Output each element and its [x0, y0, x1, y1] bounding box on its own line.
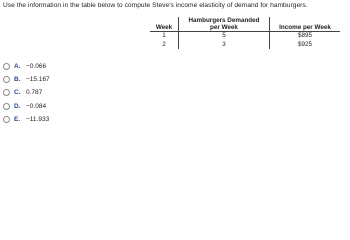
option-value: 0.787 [26, 89, 43, 97]
header-hamburgers-line2: per Week [210, 24, 238, 31]
option-letter: C. [14, 89, 21, 97]
option-value: −0.084 [26, 102, 47, 110]
option-a[interactable] [3, 60, 50, 73]
answer-options [3, 60, 50, 126]
option-value: −0.066 [26, 63, 47, 71]
option-letter: D. [14, 102, 21, 110]
option-value: −15.167 [26, 76, 50, 84]
radio-button[interactable] [3, 103, 10, 110]
header-hamburgers-demanded [179, 17, 270, 32]
cell-quantity: 3 [179, 41, 270, 50]
cell-income: $895 [297, 32, 312, 39]
radio-button[interactable] [3, 76, 10, 83]
table-row [150, 32, 340, 41]
cell-quantity: 5 [179, 32, 270, 41]
option-letter: B. [14, 76, 21, 84]
table-header-row [150, 17, 340, 32]
header-income: Income per Week [270, 17, 341, 32]
option-value: −11.933 [26, 115, 50, 123]
question-text: Use the information in the table below to compute Steve's income elasticity of demand for hamburgers. [3, 2, 308, 9]
radio-button[interactable] [3, 63, 10, 70]
cell-week: 1 [150, 32, 179, 41]
option-b[interactable] [3, 73, 50, 86]
cell-income: $925 [297, 40, 312, 48]
data-table [150, 17, 340, 49]
option-c[interactable] [3, 86, 50, 99]
option-e[interactable] [3, 113, 50, 126]
cell-week: 2 [150, 41, 179, 50]
table-row [150, 41, 340, 50]
option-letter: E. [14, 115, 21, 123]
header-week: Week [150, 17, 179, 32]
radio-button[interactable] [3, 89, 10, 96]
option-letter: A. [14, 63, 21, 71]
header-hamburgers-line1: Hamburgers Demanded [188, 17, 260, 24]
option-d[interactable] [3, 100, 50, 113]
radio-button[interactable] [3, 116, 10, 123]
